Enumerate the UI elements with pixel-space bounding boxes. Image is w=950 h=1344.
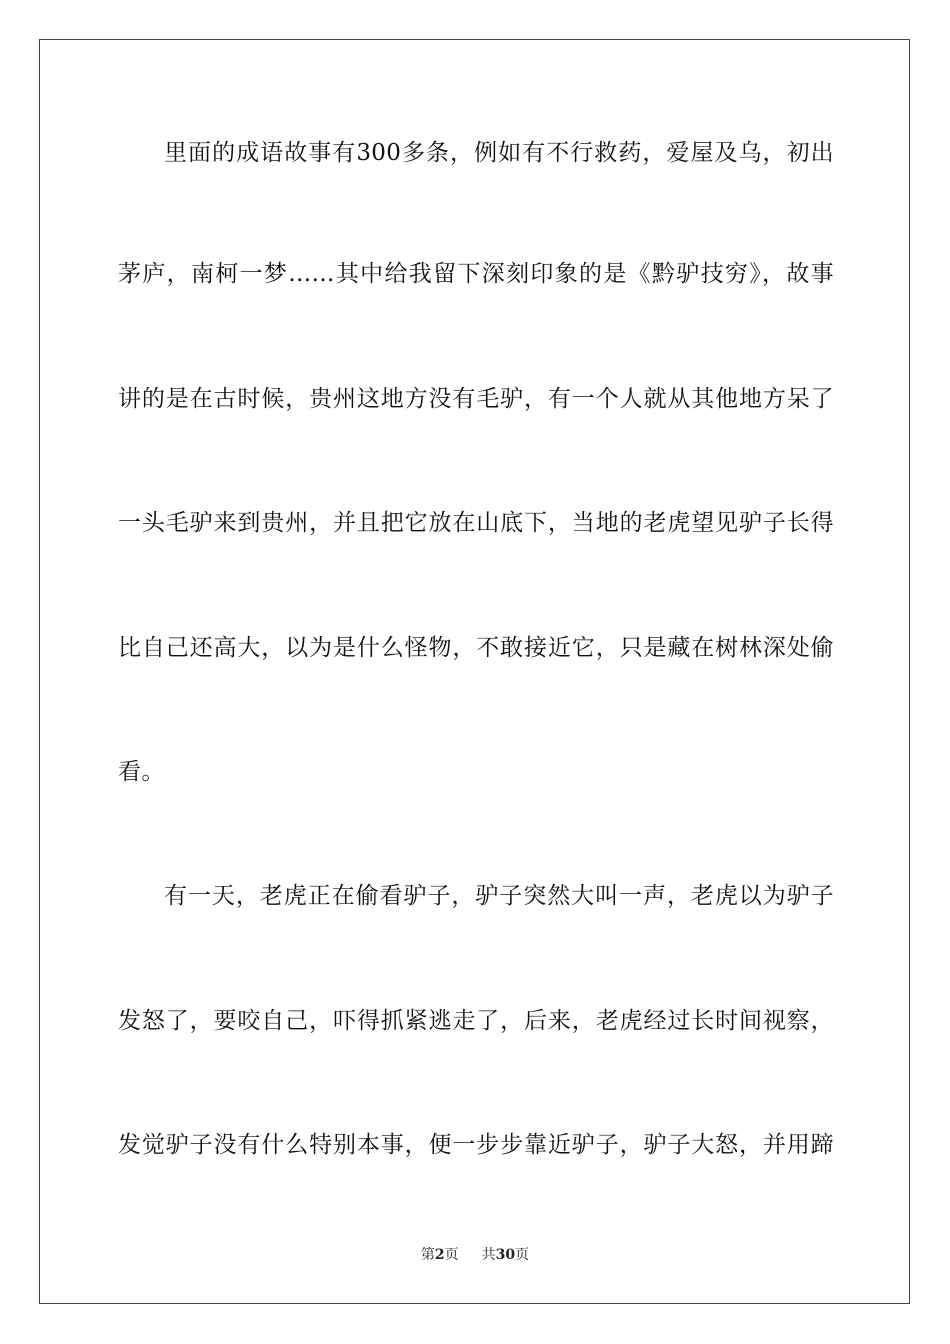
- paragraph-1-line-4: 一头毛驴来到贵州，并且把它放在山底下，当地的老虎望见驴子长得: [118, 510, 834, 536]
- total-suffix: 页: [515, 1247, 530, 1263]
- total-pages: 30: [495, 1247, 516, 1263]
- paragraph-2-line-1: 有一天，老虎正在偷看驴子，驴子突然大叫一声，老虎以为驴子: [164, 883, 834, 909]
- paragraph-1-line-5: 比自己还高大，以为是什么怪物，不敢接近它，只是藏在树林深处偷: [118, 635, 834, 661]
- paragraph-2-line-2: 发怒了，要咬自己，吓得抓紧逃走了，后来，老虎经过长时间视察，: [118, 1008, 834, 1034]
- paragraph-1-line-3: 讲的是在古时候，贵州这地方没有毛驴，有一个人就从其他地方呆了: [118, 386, 834, 412]
- page-suffix: 页: [444, 1247, 459, 1263]
- page-footer: [0, 1246, 950, 1264]
- paragraph-2-line-3: 发觉驴子没有什么特别本事，便一步步靠近驴子，驴子大怒，并用蹄: [118, 1132, 834, 1158]
- page-number: 2: [434, 1247, 445, 1263]
- paragraph-1-line-1: 里面的成语故事有300多条，例如有不行救药，爱屋及乌，初出: [164, 140, 834, 166]
- page-prefix: 第: [420, 1247, 435, 1263]
- page-border: [39, 39, 910, 1304]
- total-prefix: 共: [481, 1247, 496, 1263]
- paragraph-1-line-2: 茅庐，南柯一梦……其中给我留下深刻印象的是《黔驴技穷》，故事: [118, 261, 834, 287]
- paragraph-1-line-6: 看。: [118, 759, 165, 785]
